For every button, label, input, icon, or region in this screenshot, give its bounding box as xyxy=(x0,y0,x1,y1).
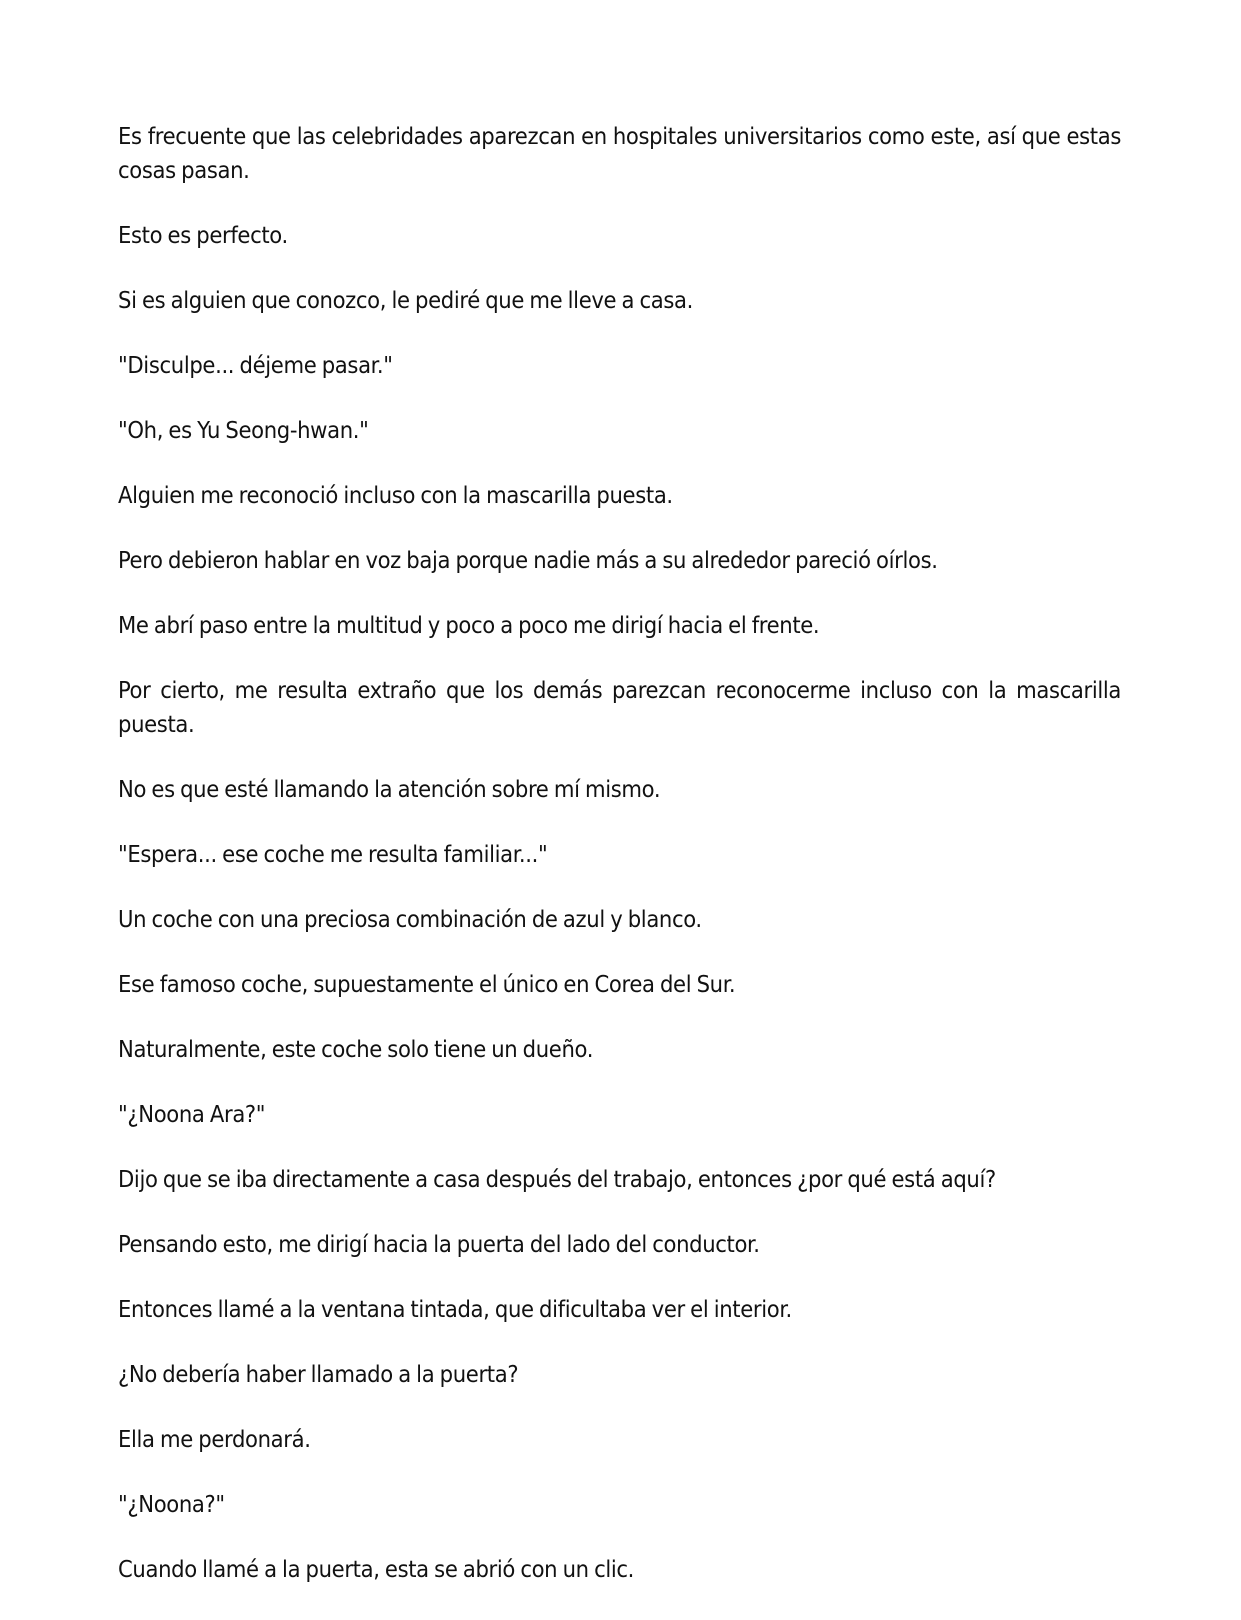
paragraph: "Disculpe... déjeme pasar." xyxy=(118,351,393,379)
paragraph: Esto es perfecto. xyxy=(118,221,288,249)
document-body xyxy=(118,119,1121,1617)
paragraph: Alguien me reconoció incluso con la mascarilla puesta. xyxy=(118,481,673,509)
paragraph: Ese famoso coche, supuestamente el único en Corea del Sur. xyxy=(118,970,736,998)
paragraph: ¿No debería haber llamado a la puerta? xyxy=(118,1360,519,1388)
paragraph: Es frecuente que las celebridades aparezcan en hospitales universitarios como este, así que estas cosas pasan. xyxy=(118,122,1121,184)
paragraph: Dijo que se iba directamente a casa después del trabajo, entonces ¿por qué está aquí? xyxy=(118,1165,996,1193)
paragraph: Ella me perdonará. xyxy=(118,1425,311,1453)
paragraph: "¿Noona Ara?" xyxy=(118,1100,266,1128)
paragraph: Entonces llamé a la ventana tintada, que dificultaba ver el interior. xyxy=(118,1295,792,1323)
paragraph: Me abrí paso entre la multitud y poco a poco me dirigí hacia el frente. xyxy=(118,611,820,639)
paragraph: "Oh, es Yu Seong-hwan." xyxy=(118,416,369,444)
paragraph: Si es alguien que conozco, le pediré que me lleve a casa. xyxy=(118,286,694,314)
paragraph: Pero debieron hablar en voz baja porque nadie más a su alrededor pareció oírlos. xyxy=(118,546,938,574)
paragraph: Naturalmente, este coche solo tiene un dueño. xyxy=(118,1035,594,1063)
paragraph: Un coche con una preciosa combinación de azul y blanco. xyxy=(118,905,702,933)
paragraph: No es que esté llamando la atención sobre mí mismo. xyxy=(118,775,661,803)
paragraph: "Espera... ese coche me resulta familiar..." xyxy=(118,840,548,868)
paragraph: Cuando llamé a la puerta, esta se abrió con un clic. xyxy=(118,1555,635,1583)
paragraph: Por cierto, me resulta extraño que los demás parezcan reconocerme incluso con la mascarilla puesta. xyxy=(118,676,1121,738)
paragraph: "¿Noona?" xyxy=(118,1490,225,1518)
paragraph: Pensando esto, me dirigí hacia la puerta del lado del conductor. xyxy=(118,1230,760,1258)
